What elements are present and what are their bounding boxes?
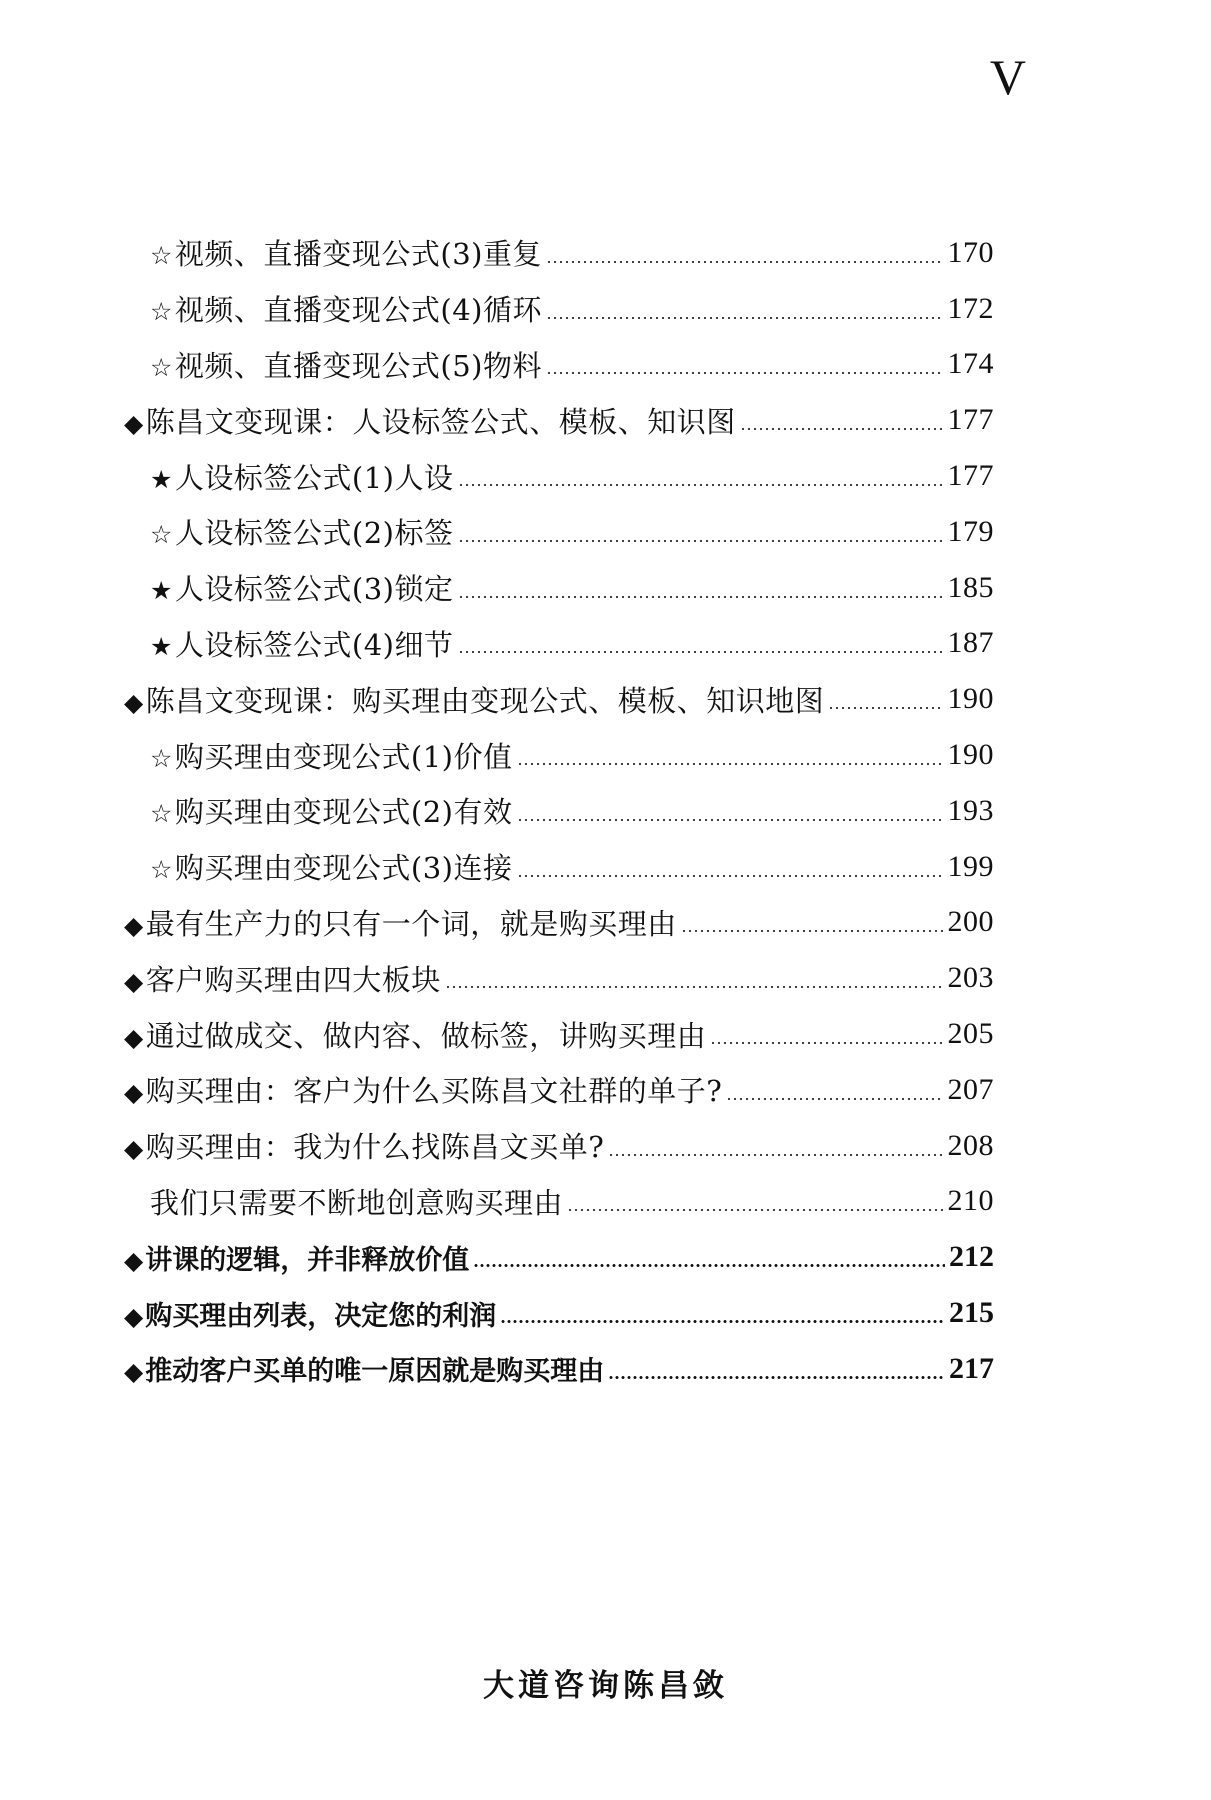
toc-entry[interactable] [124, 392, 994, 448]
toc-page-number: 205 [947, 1017, 994, 1051]
toc-entry[interactable] [124, 1229, 994, 1285]
toc-page-number: 174 [947, 347, 994, 381]
toc-page-number: 212 [949, 1240, 994, 1274]
toc-entry[interactable] [124, 895, 994, 951]
toc-dot-leader [710, 1042, 943, 1044]
toc-entry-title: 人设标签公式(4)细节 [174, 627, 454, 662]
page-footer: 大道咨询陈昌敛 [483, 1668, 728, 1704]
toc-dot-leader [458, 651, 944, 653]
toc-entry[interactable] [124, 839, 994, 895]
toc-entry-title: 人设标签公式(3)锁定 [174, 572, 454, 607]
toc-marker-icon: ★ [150, 631, 173, 661]
toc-entry-heading [124, 1069, 722, 1110]
toc-dot-leader [828, 707, 943, 709]
toc-dot-leader [546, 261, 943, 263]
toc-dot-leader [608, 1154, 943, 1156]
toc-dot-leader [458, 540, 944, 542]
toc-marker-icon: ◆ [124, 1078, 144, 1108]
toc-page-number: 199 [947, 849, 994, 883]
toc-dot-leader [500, 1320, 945, 1323]
toc-dot-leader [740, 428, 944, 430]
toc-marker-icon: ◆ [124, 966, 144, 996]
toc-entry[interactable] [124, 1285, 994, 1341]
toc-marker-icon: ☆ [150, 855, 173, 885]
toc-dot-leader [681, 930, 944, 932]
toc-page-number: 190 [947, 738, 994, 772]
toc-page-number: 200 [947, 905, 994, 939]
toc-page-number: 190 [947, 682, 994, 716]
toc-entry-title: 购买理由：我为什么找陈昌文买单? [145, 1130, 605, 1165]
toc-entry[interactable] [124, 560, 994, 616]
toc-page-number: 193 [947, 793, 994, 827]
toc-entry[interactable] [124, 448, 994, 504]
toc-entry-title: 推动客户买单的唯一原因就是购买理由 [145, 1356, 605, 1388]
toc-page-number: 179 [947, 514, 994, 548]
toc-entry[interactable] [124, 1118, 994, 1174]
toc-entry[interactable] [124, 671, 994, 727]
toc-marker-icon: ◆ [124, 910, 144, 940]
toc-entry-heading [124, 790, 513, 831]
toc-entry-title: 视频、直播变现公式(5)物料 [174, 348, 543, 383]
toc-entry[interactable] [124, 1062, 994, 1118]
toc-page-number: 177 [947, 403, 994, 437]
toc-entry-heading [124, 679, 824, 720]
toc-marker-icon: ◆ [124, 1134, 144, 1164]
toc-dot-leader [608, 1376, 945, 1379]
toc-entry-title: 视频、直播变现公式(4)循环 [174, 293, 543, 328]
toc-marker-icon: ☆ [150, 743, 173, 773]
toc-entry-title: 购买理由列表，决定您的利润 [145, 1300, 497, 1332]
toc-page-number: 210 [947, 1184, 994, 1218]
toc-entry[interactable] [124, 616, 994, 672]
toc-entry-heading [124, 1238, 469, 1277]
toc-entry[interactable] [124, 950, 994, 1006]
toc-entry-heading [124, 1181, 563, 1222]
toc-page-number: 215 [949, 1296, 994, 1330]
toc-entry-title: 人设标签公式(1)人设 [174, 460, 454, 495]
toc-entry[interactable] [124, 337, 994, 393]
toc-dot-leader [458, 484, 944, 486]
toc-entry-title: 我们只需要不断地创意购买理由 [150, 1185, 564, 1220]
toc-marker-icon: ★ [150, 576, 173, 606]
toc-entry-heading [124, 1294, 496, 1333]
toc-marker-icon: ☆ [150, 241, 173, 271]
toc-entry-heading [124, 1014, 706, 1055]
toc-page-number: 177 [947, 459, 994, 493]
toc-marker-icon: ★ [150, 464, 173, 494]
toc-entry-title: 陈昌文变现课：购买理由变现公式、模板、知识地图 [145, 683, 825, 718]
toc-entry-heading [124, 958, 441, 999]
toc-marker-icon: ◆ [124, 1301, 144, 1331]
toc-entry-title: 购买理由变现公式(1)价值 [174, 739, 513, 774]
toc-page-number: 185 [947, 570, 994, 604]
toc-entry[interactable] [124, 1174, 994, 1230]
toc-entry-title: 陈昌文变现课：人设标签公式、模板、知识图 [145, 404, 736, 439]
toc-entry-heading [124, 846, 513, 887]
toc-entry-heading [124, 1125, 604, 1166]
toc-dot-leader [546, 317, 943, 319]
toc-dot-leader [517, 763, 944, 765]
toc-marker-icon: ◆ [124, 408, 144, 438]
page-number: V [989, 49, 1026, 105]
toc-dot-leader [546, 372, 943, 374]
toc-page-number: 207 [947, 1072, 994, 1106]
toc-entry-title: 最有生产力的只有一个词，就是购买理由 [145, 906, 677, 941]
toc-entry-title: 视频、直播变现公式(3)重复 [174, 237, 543, 272]
toc-entry[interactable] [124, 1006, 994, 1062]
toc-dot-leader [473, 1264, 945, 1267]
toc-entry-heading [124, 511, 454, 552]
toc-marker-icon: ☆ [150, 297, 173, 327]
toc-entry-title: 购买理由变现公式(2)有效 [174, 795, 513, 830]
toc-entry[interactable] [124, 727, 994, 783]
toc-entry[interactable] [124, 783, 994, 839]
toc-entry-heading [124, 288, 542, 329]
toc-dot-leader [517, 819, 944, 821]
toc-entry-title: 购买理由：客户为什么买陈昌文社群的单子? [145, 1074, 723, 1109]
toc-entry-heading [124, 735, 513, 776]
toc-entry-heading [124, 456, 454, 497]
toc-page-number: 208 [947, 1128, 994, 1162]
toc-page-number: 187 [947, 626, 994, 660]
toc-page-number: 203 [947, 961, 994, 995]
toc-marker-icon: ◆ [124, 1245, 144, 1275]
toc-entry[interactable] [124, 504, 994, 560]
toc-entry[interactable] [124, 225, 994, 281]
toc-entry-heading [124, 623, 454, 664]
toc-entry-heading [124, 344, 542, 385]
toc-page-number: 170 [947, 235, 994, 269]
toc-page-number: 217 [949, 1351, 994, 1385]
toc-dot-leader [517, 875, 944, 877]
toc-dot-leader [445, 986, 944, 988]
toc-entry-title: 购买理由变现公式(3)连接 [174, 851, 513, 886]
toc-marker-icon: ☆ [150, 799, 173, 829]
toc-entry-heading [124, 1349, 604, 1388]
toc-marker-icon: ◆ [124, 1357, 144, 1387]
toc-entry-heading [124, 567, 454, 608]
toc-entry-title: 人设标签公式(2)标签 [174, 516, 454, 551]
toc-marker-icon: ◆ [124, 687, 144, 717]
toc-marker-icon: ☆ [150, 520, 173, 550]
toc-dot-leader [567, 1209, 943, 1211]
toc-entry-title: 客户购买理由四大板块 [145, 962, 441, 997]
toc-dot-leader [726, 1098, 943, 1100]
toc-entry-title: 讲课的逻辑，并非释放价值 [145, 1244, 470, 1276]
toc-page-number: 172 [947, 291, 994, 325]
toc-marker-icon: ☆ [150, 352, 173, 382]
toc-dot-leader [458, 596, 944, 598]
table-of-contents [124, 225, 994, 1397]
toc-entry-heading [124, 902, 677, 943]
toc-marker-icon: ◆ [124, 1022, 144, 1052]
toc-entry[interactable] [124, 1341, 994, 1397]
toc-entry-title: 通过做成交、做内容、做标签，讲购买理由 [145, 1018, 707, 1053]
toc-entry-heading [124, 400, 736, 441]
toc-entry[interactable] [124, 281, 994, 337]
toc-entry-heading [124, 232, 542, 273]
